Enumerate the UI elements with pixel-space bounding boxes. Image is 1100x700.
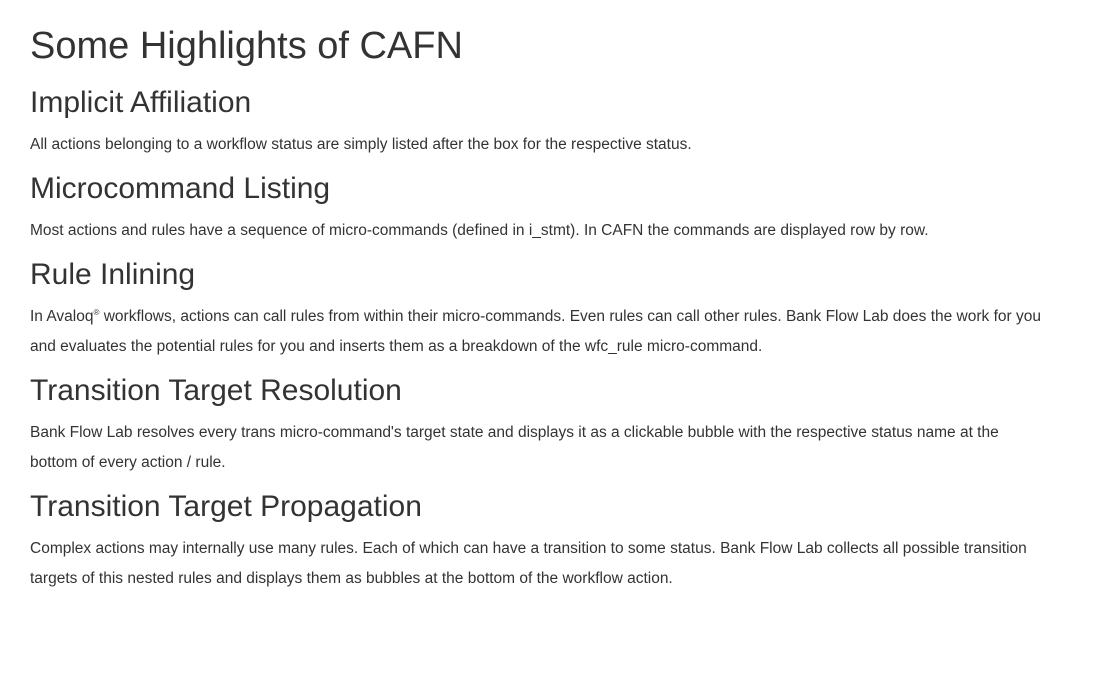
section-heading: Transition Target Resolution <box>30 374 402 407</box>
section-body-start: In Avaloq <box>30 308 94 325</box>
page-title: Some Highlights of CAFN <box>30 25 463 67</box>
section-transition-target-propagation <box>30 488 1070 594</box>
section-heading: Rule Inlining <box>30 258 196 291</box>
section-body-rest: workflows, actions can call rules from within their micro-commands. Even rules can call other rules. Bank Flow Lab does the work for you and evaluates the potential rules for you and inserts them as a breakdown of the wfc_rule micro-command. <box>30 308 1041 355</box>
section-heading: Microcommand Listing <box>30 172 331 205</box>
section-rule-inlining <box>30 256 1070 362</box>
section-body: Complex actions may internally use many rules. Each of which can have a transition to some status. Bank Flow Lab collects all possible transition targets of this nested rules and displays them as bubbles at the bottom of the workflow action. <box>30 540 1027 587</box>
registered-mark: ® <box>93 308 100 317</box>
section-body: Bank Flow Lab resolves every trans micro-command's target state and displays it as a clickable bubble with the respective status name at the bottom of every action / rule. <box>30 424 999 471</box>
section-implicit-affiliation <box>30 84 1070 160</box>
section-body: Most actions and rules have a sequence of micro-commands (defined in i_stmt). In CAFN the commands are displayed row by row. <box>30 222 929 239</box>
section-microcommand-listing <box>30 170 1070 246</box>
section-body <box>30 302 1050 362</box>
section-transition-target-resolution <box>30 372 1070 478</box>
section-heading: Transition Target Propagation <box>30 490 422 523</box>
section-heading: Implicit Affiliation <box>30 86 252 119</box>
section-body: All actions belonging to a workflow status are simply listed after the box for the respective status. <box>30 136 692 153</box>
